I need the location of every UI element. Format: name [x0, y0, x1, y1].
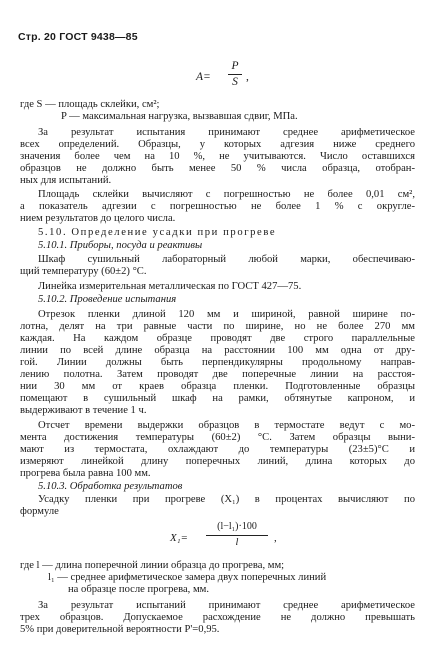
subsection-heading: 5.10.3. Обработка результатов [38, 481, 183, 492]
formula-lhs: A= [196, 71, 211, 83]
paragraph-line: Отсчет времени выдержки образцов в термостате ведут с мо- [38, 420, 415, 431]
formula-fraction [206, 521, 268, 550]
paragraph-line: линии по всей длине образца на расстоянии 100 мм одна от дру- [20, 345, 415, 356]
where-line: l₁ — среднее арифметическое замера двух поперечных линий [48, 572, 327, 583]
section-heading: 5.10. Определение усадки при прогреве [38, 227, 277, 238]
page-header [18, 31, 138, 44]
paragraph-line: помещают в сушильный шкаф на рамки, обтянутые капроном, и [20, 393, 415, 404]
paragraph-line: прогрева была равна 100 мм. [20, 468, 151, 479]
subsection-heading: 5.10.2. Проведение испытания [38, 294, 177, 305]
paragraph-line: измеряют линейкой длину поперечных линий, длина которых до [20, 456, 415, 467]
where-line: где l — длина поперечной линии образца до прогрева, мм; [20, 560, 285, 571]
formula-trail: , [246, 71, 249, 83]
where-line: P — максимальная нагрузка, вызвавшая сдвиг, МПа. [61, 111, 298, 122]
fraction-bar [228, 74, 242, 75]
paragraph-line: формуле [20, 506, 59, 517]
paragraph-line: лению полотна. Затем проводят две поперечные линии на расстоя- [20, 369, 415, 380]
formula-numerator: (l−l₁)·100 [217, 521, 257, 532]
paragraph-line: мают из термостата, охлаждают до температуры (23±5)°С и [20, 444, 415, 455]
formula-numerator: P [231, 60, 239, 72]
formula-fraction [228, 60, 242, 89]
paragraph-line: Усадку пленки при прогреве (X₁) в процентах вычисляют по [38, 494, 415, 505]
fraction-bar [206, 535, 268, 536]
paragraph-line: За результат испытания принимают среднее арифметическое [38, 127, 415, 138]
paragraph-line: нии 30 мм от краев образца пленки. Подготовленные образцы [20, 381, 415, 392]
paragraph-line: Площадь склейки вычисляют с погрешностью не более 0,01 см², [38, 189, 415, 200]
paragraph-line: всех определений. Образцы, у которых адгезия ниже среднего [20, 139, 415, 150]
paragraph-line: значения более чем на 10 %, не учитываются. Число оставшихся [20, 151, 415, 162]
paragraph-line: ных для испытаний. [20, 175, 112, 186]
paragraph-line: выдерживают в течение 1 ч. [20, 405, 147, 416]
paragraph-line: Шкаф сушильный лабораторный любой марки, обеспечиваю- [38, 254, 415, 265]
subsection-heading: 5.10.1. Приборы, посуда и реактивы [38, 240, 203, 251]
paragraph-line: Линейка измерительная металлическая по ГОСТ 427—75. [38, 281, 302, 292]
paragraph-line: гой. Линии должны быть перпендикулярны продольному направ- [20, 357, 415, 368]
paragraph-line: Отрезок пленки длиной 120 мм и шириной, равной ширине по- [38, 309, 415, 320]
where-line: на образце после прогрева, мм. [68, 584, 210, 595]
adhesion-formula [196, 60, 316, 96]
paragraph-line: нием результатов до целого числа. [20, 213, 176, 224]
formula-trail: , [274, 532, 277, 544]
paragraph-line: лотна, делят на три равные части по ширине, но не более 270 мм [20, 321, 415, 332]
paragraph-line: трех образцов. Допускаемое расхождение не должно превышать [20, 612, 415, 623]
shrinkage-formula [170, 521, 330, 559]
paragraph-line: а показатель адгезии с погрешностью не более 1 % с округле- [20, 201, 415, 212]
paragraph-line: мента достижения температуры (60±2) °С. Затем образцы выни- [20, 432, 415, 443]
formula-denominator: l [235, 537, 239, 548]
paragraph-line: 5% при доверительной вероятности P'=0,95. [20, 624, 220, 635]
paragraph-line: каждая. На каждом образце проводят две строго параллельные [20, 333, 415, 344]
formula-denominator: S [232, 76, 238, 88]
standard-code: ГОСТ 9438—85 [59, 31, 138, 43]
formula-lhs: X₁= [170, 532, 188, 544]
paragraph-line: За результат испытаний принимают среднее арифметическое [38, 600, 415, 611]
where-line: где S — площадь склейки, см²; [20, 99, 160, 110]
paragraph-line: щий температуру (60±2) °С. [20, 266, 147, 277]
paragraph-line: образцов не должно быть менее 50 % числа образца, отобран- [20, 163, 415, 174]
page-label: Стр. 20 [18, 31, 57, 43]
